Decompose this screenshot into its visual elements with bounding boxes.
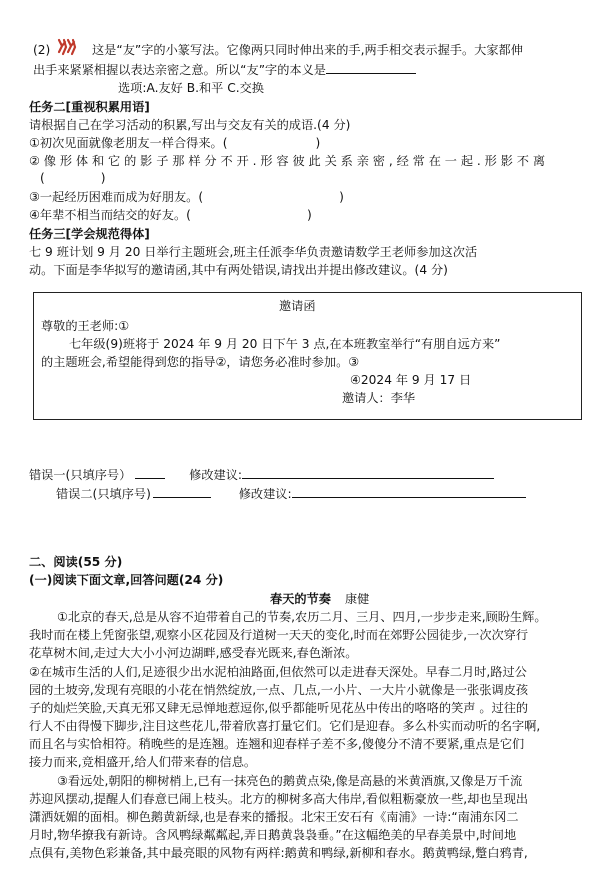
section2-subtitle: (一)阅读下面文章,回答问题(24 分)	[29, 573, 224, 587]
letter-signer: 邀请人：李华	[342, 391, 416, 405]
suggestion1-blank[interactable]	[242, 466, 494, 479]
letter-body-line1: 七年级(9)班将于 2024 年 9 月 20 日下午 3 点,在本班教室举行“有朋自远方来”	[69, 337, 501, 351]
error2-row: 错误二(只填序号) 修改建议:	[56, 485, 526, 502]
task2-title: 任务二[重视积累用语]	[29, 100, 150, 114]
task2-item-4: ④年辈不相当而结交的好友。( )	[29, 208, 312, 222]
letter-salutation: 尊敬的王老师:①	[41, 319, 130, 333]
seal-script-you-icon	[56, 38, 78, 56]
task2-item-3: ③一起经历困难而成为好朋友。( )	[29, 190, 344, 204]
section2-title: 二、阅读(55 分)	[29, 555, 123, 569]
task3-title: 任务三[学会规范得体]	[29, 227, 150, 241]
suggestion2-blank[interactable]	[292, 485, 526, 498]
article-line: 潇洒妩媚的面相。柳色鹅黄新绿,也是春来的播报。北宋王安石有《南浦》一诗:“南浦东冈二	[29, 810, 519, 824]
letter-body-line2: 的主题班会,希望能得到您的指导②，请您务必准时参加。③	[41, 355, 360, 369]
error2-blank[interactable]	[153, 485, 211, 498]
error1-blank[interactable]	[135, 466, 165, 479]
article-line: ③看远处,朝阳的柳树梢上,已有一抹亮色的鹅黄点染,像是高悬的米黄酒旗,又像是万千流	[57, 774, 523, 788]
article-line: 行人不由得慢下脚步,注目这些花儿,带着欣喜打量它们。它们是迎春。多么朴实而动听的名字啊,	[29, 719, 541, 733]
article-line: 子的灿烂笑脸,天真无邪又肆无忌惮地惹逗你,似乎都能听见花丛中传出的咯咯的笑声 。过往的	[29, 701, 529, 715]
task2-item-2-answer: ( )	[40, 171, 106, 185]
task3-line2: 动。下面是李华拟写的邀请函,其中有两处错误,请找出并提出修改建议。(4 分)	[29, 263, 448, 277]
article-line: ②在城市生活的人们,足迹很少出水泥柏油路面,但依然可以走进春天深处。早春二月时,路过公	[29, 665, 527, 679]
article-line: 点俱有,美物色彩兼备,其中最亮眼的风物有两样:鹅黄和鸭绿,新柳和春水。鹅黄鸭绿,蹩白鸦青,	[29, 846, 528, 860]
article-line: 苏迎风摆动,提醒人们春意已闹上枝头。北方的柳树多高大伟岸,看似粗粝豪放一些,却也呈现出	[29, 792, 529, 806]
error1-row: 错误一(只填序号） 修改建议:	[29, 466, 494, 483]
question-text-line2: 出手来紧紧相握以表达亲密之意。所以“友”字的本义是	[33, 61, 416, 78]
task2-item-2: ② 像 形 体 和 它 的 影 子 那 样 分 不 开 . 形 容 彼 此 关 系 亲 密 , 经 常 在 一 起 . 形 影 不 离	[29, 154, 546, 168]
task2-prompt: 请根据自己在学习活动的积累,写出与交友有关的成语.(4 分)	[29, 118, 351, 132]
task2-item-1: ①初次见面就像老朋友一样合得来。( )	[29, 136, 321, 150]
article-line: 我时而在楼上凭窗张望,观察小区花园及行道树一天天的变化,时而在郊野公园徒步,一次次穿行	[29, 628, 529, 642]
answer-blank[interactable]	[326, 61, 416, 74]
article-line: 月时,物华撩我有新诗。含风鸭绿粼粼起,弄日鹅黄袅袅垂。”在这幅绝美的早春美景中,时间地	[29, 828, 517, 842]
article-line: 园的土坡旁,发现有亮眼的小花在悄然绽放,一点、几点,一小片、一大片小就像是一张张调皮孩	[29, 683, 529, 697]
question-text-line1: 这是“友”字的小篆写法。它像两只同时伸出来的手,两手相交表示握手。大家都伸	[92, 43, 523, 57]
task3-line1: 七 9 班计划 9 月 20 日举行主题班会,班主任派李华负责邀请数学王老师参加这次活	[29, 245, 478, 259]
letter-date: ④2024 年 9 月 17 日	[350, 373, 472, 387]
article-line: 而且名与实恰相符。稍晚些的是连翘。连翘和迎春样子差不多,傻傻分不清不要紧,重点是它们	[29, 737, 525, 751]
letter-title: 邀请函	[279, 299, 316, 313]
question-options: 选项:A.友好 B.和平 C.交换	[118, 81, 264, 95]
article-line: 花草树木间,走过大大小小河边湖畔,感受春光既来,春色渐浓。	[29, 646, 358, 660]
article-line: 接力而来,竞相盛开,给人们带来春的信息。	[29, 755, 257, 769]
article-line: ①北京的春天,总是从容不迫带着自己的节奏,农历二月、三月、四月,一步步走来,顾盼生辉。	[57, 610, 547, 624]
article-title: 春天的节奏 康健	[270, 592, 370, 606]
question-number: (2)	[33, 43, 51, 57]
